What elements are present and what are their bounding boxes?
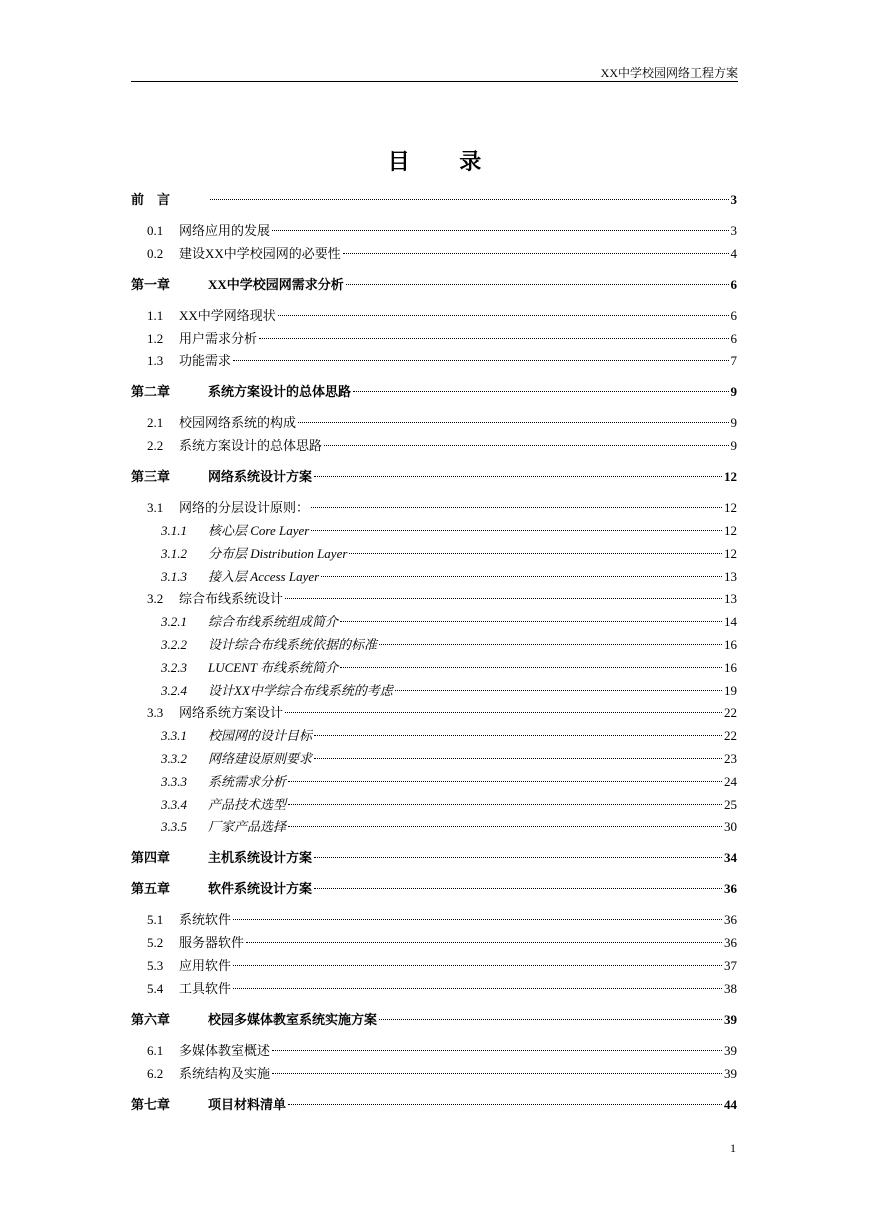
toc-dot-leader xyxy=(246,942,722,943)
toc-entry-page: 16 xyxy=(724,659,737,675)
toc-entry-number: 第七章 xyxy=(131,1096,171,1112)
toc-entry[interactable] xyxy=(131,703,737,723)
toc-entry-number: 3.3.2 xyxy=(161,751,187,766)
toc-entry-number: 3.3.4 xyxy=(161,796,187,812)
toc-entry-number: 第三章 xyxy=(131,469,171,485)
toc-entry-page: 36 xyxy=(724,912,737,928)
toc-entry-title: 综合布线系统设计 xyxy=(179,591,284,607)
toc-entry-title: 分布层 Distribution Layer xyxy=(208,545,348,561)
toc-entry-number: 1.1 xyxy=(147,307,164,323)
toc-entry-title: 网络的分层设计原则： xyxy=(179,500,310,516)
toc-dot-leader xyxy=(272,1050,722,1051)
toc-entry-title: 系统软件 xyxy=(179,912,232,928)
toc-entry-title: LUCENT 布线系统简介 xyxy=(208,659,339,675)
toc-entry[interactable] xyxy=(131,589,737,609)
toc-entry-title: 设计XX中学综合布线系统的考虑 xyxy=(208,682,393,698)
toc-entry-title: 系统需求分析 xyxy=(208,773,287,789)
toc-dot-leader xyxy=(346,284,729,285)
toc-entry-number: 1.3 xyxy=(147,353,164,369)
toc-entry-title: 产品技术选型 xyxy=(208,796,287,812)
toc-entry[interactable] xyxy=(131,879,737,899)
toc-entry-title: 项目材料清单 xyxy=(208,1096,287,1112)
toc-dot-leader xyxy=(311,530,722,531)
toc-entry-title: 功能需求 xyxy=(179,353,232,369)
toc-entry-title: 系统方案设计的总体思路 xyxy=(208,384,352,400)
toc-entry-number: 0.2 xyxy=(147,245,164,261)
toc-entry-page: 16 xyxy=(724,637,737,652)
toc-entry-number: 3.3.3 xyxy=(161,773,187,789)
toc-entry[interactable] xyxy=(131,521,737,541)
toc-entry-number: 3.2.3 xyxy=(161,659,187,675)
toc-entry-title: 应用软件 xyxy=(179,958,232,973)
toc-entry-number: 2.1 xyxy=(147,415,164,431)
toc-entry-page: 38 xyxy=(724,980,737,996)
toc-entry-title: 网络系统方案设计 xyxy=(179,705,284,721)
toc-entry-number: 6.2 xyxy=(147,1065,164,1081)
toc-entry-number: 3.3.1 xyxy=(161,728,187,744)
toc-entry[interactable] xyxy=(131,467,737,487)
toc-entry-page: 6 xyxy=(730,276,737,292)
toc-entry-number: 前 言 xyxy=(131,192,171,207)
toc-entry-page: 6 xyxy=(730,307,737,323)
header-title: XX中学校园网络工程方案 xyxy=(600,66,738,80)
toc-entry-page: 9 xyxy=(730,415,737,431)
toc-entry-number: 0.1 xyxy=(147,223,164,238)
toc-dot-leader xyxy=(314,888,722,889)
toc-entry-number: 第一章 xyxy=(131,276,171,292)
toc-entry-number: 3.3.5 xyxy=(161,819,187,835)
toc-dot-leader xyxy=(233,360,728,361)
toc-entry-page: 3 xyxy=(730,223,737,238)
toc-entry-number: 3.2 xyxy=(147,591,164,607)
toc-dot-leader xyxy=(379,1019,722,1020)
toc-entry-title: 接入层 Access Layer xyxy=(208,568,320,584)
toc-entry-title: 厂家产品选择 xyxy=(208,819,287,835)
toc-dot-leader xyxy=(311,507,722,508)
toc-entry-number: 5.2 xyxy=(147,935,164,951)
toc-entry[interactable] xyxy=(131,351,737,371)
toc-dot-leader xyxy=(298,422,728,423)
toc-entry-number: 3.1 xyxy=(147,500,164,516)
toc-entry-number: 5.4 xyxy=(147,980,164,996)
toc-entry-number: 3.2.2 xyxy=(161,637,187,652)
toc-entry-page: 9 xyxy=(730,384,737,400)
toc-entry[interactable] xyxy=(131,772,737,792)
toc-entry-title: 用户需求分析 xyxy=(179,330,258,346)
footer-page-number: 1 xyxy=(730,1141,736,1155)
toc-entry-page: 39 xyxy=(724,1042,737,1058)
toc-entry-page: 39 xyxy=(724,1011,737,1027)
toc-entry-number: 5.1 xyxy=(147,912,164,928)
toc-entry-page: 12 xyxy=(724,523,737,538)
toc-entry[interactable] xyxy=(131,1095,737,1115)
toc-dot-leader xyxy=(272,1073,722,1074)
toc-entry[interactable] xyxy=(131,567,737,587)
toc-entry[interactable] xyxy=(131,933,737,953)
toc-entry-title: 建设XX中学校园网的必要性 xyxy=(179,245,341,261)
toc-entry-number: 第四章 xyxy=(131,850,171,866)
toc-entry[interactable] xyxy=(131,817,737,837)
toc-entry-page: 14 xyxy=(724,614,737,630)
toc-entry-title: 校园多媒体教室系统实施方案 xyxy=(208,1011,378,1027)
toc-dot-leader xyxy=(288,781,722,782)
toc-entry[interactable] xyxy=(131,275,737,295)
toc-entry-number: 3.3 xyxy=(147,705,164,721)
toc-entry[interactable] xyxy=(131,726,737,746)
toc-entry-title: 多媒体教室概述 xyxy=(179,1042,271,1058)
toc-entry-page: 36 xyxy=(724,881,737,897)
toc-entry-page: 37 xyxy=(724,958,737,973)
toc-dot-leader xyxy=(379,644,722,645)
toc-entry[interactable] xyxy=(131,190,737,210)
toc-entry[interactable] xyxy=(131,382,737,402)
toc-entry[interactable] xyxy=(131,329,737,349)
toc-entry-number: 6.1 xyxy=(147,1042,164,1058)
toc-entry-title: 设计综合布线系统依据的标准 xyxy=(208,637,378,652)
toc-dot-leader xyxy=(314,857,722,858)
toc-entry-number: 3.2.4 xyxy=(161,682,187,698)
toc-dot-leader xyxy=(288,1104,722,1105)
toc-entry[interactable] xyxy=(131,544,737,564)
toc-dot-leader xyxy=(340,621,722,622)
toc-entry-number: 1.2 xyxy=(147,330,164,346)
toc-entry-page: 25 xyxy=(724,796,737,812)
toc-entry-title: 校园网络系统的构成 xyxy=(179,415,297,431)
toc-entry-number: 3.1.3 xyxy=(161,568,187,584)
toc-title: 目 录 xyxy=(387,149,504,174)
toc-entry-page: 12 xyxy=(724,545,737,561)
toc-dot-leader xyxy=(349,553,722,554)
toc-entry-page: 6 xyxy=(730,330,737,346)
toc-entry[interactable] xyxy=(131,244,737,264)
toc-entry-page: 19 xyxy=(724,682,737,698)
toc-entry[interactable] xyxy=(131,498,737,518)
toc-dot-leader xyxy=(210,199,729,200)
toc-entry-page: 13 xyxy=(724,591,737,607)
toc-entry-page: 3 xyxy=(730,192,737,207)
toc-entry[interactable] xyxy=(131,1064,737,1084)
toc-entry[interactable] xyxy=(131,1041,737,1061)
toc-dot-leader xyxy=(321,576,722,577)
toc-entry-number: 3.2.1 xyxy=(161,614,187,630)
toc-entry-title: 网络建设原则要求 xyxy=(208,751,313,766)
toc-dot-leader xyxy=(353,391,728,392)
toc-entry-page: 4 xyxy=(730,245,737,261)
toc-entry[interactable] xyxy=(131,681,737,701)
toc-entry-title: 软件系统设计方案 xyxy=(208,881,313,897)
toc-entry[interactable] xyxy=(131,436,737,456)
toc-entry[interactable] xyxy=(131,979,737,999)
toc-entry-title: 系统方案设计的总体思路 xyxy=(179,438,323,454)
toc-dot-leader xyxy=(285,712,722,713)
toc-entry-page: 36 xyxy=(724,935,737,951)
toc-entry-number: 5.3 xyxy=(147,958,164,973)
toc-entry-page: 44 xyxy=(724,1096,737,1112)
toc-dot-leader xyxy=(314,735,722,736)
toc-entry-number: 2.2 xyxy=(147,438,164,454)
toc-entry[interactable] xyxy=(131,848,737,868)
toc-dot-leader xyxy=(288,804,722,805)
toc-entry-page: 39 xyxy=(724,1065,737,1081)
toc-entry-page: 9 xyxy=(730,438,737,454)
toc-dot-leader xyxy=(314,758,722,759)
toc-entry-page: 22 xyxy=(724,728,737,744)
toc-entry-page: 34 xyxy=(724,850,737,866)
toc-entry-page: 12 xyxy=(724,469,737,485)
header-rule xyxy=(131,81,738,82)
toc-entry[interactable] xyxy=(131,221,737,241)
toc-entry-title: 核心层 Core Layer xyxy=(208,523,310,538)
toc-entry[interactable] xyxy=(131,910,737,930)
toc-entry-page: 7 xyxy=(730,353,737,369)
toc-entry[interactable] xyxy=(131,956,737,976)
toc-entry-page: 30 xyxy=(724,819,737,835)
toc-entry-number: 第二章 xyxy=(131,384,171,400)
toc-entry-number: 3.1.2 xyxy=(161,545,187,561)
toc-entry-title: 综合布线系统组成简介 xyxy=(208,614,339,630)
toc-entry-page: 23 xyxy=(724,751,737,766)
toc-entry-title: 系统结构及实施 xyxy=(179,1065,271,1081)
toc-dot-leader xyxy=(324,445,728,446)
toc-entry-title: 工具软件 xyxy=(179,980,232,996)
toc-entry-title: 服务器软件 xyxy=(179,935,245,951)
toc-dot-leader xyxy=(340,667,722,668)
toc-dot-leader xyxy=(259,338,728,339)
toc-dot-leader xyxy=(233,919,722,920)
toc-entry-title: 网络系统设计方案 xyxy=(208,469,313,485)
toc-entry[interactable] xyxy=(131,413,737,433)
toc-entry-number: 第六章 xyxy=(131,1011,171,1027)
toc-dot-leader xyxy=(233,988,722,989)
toc-dot-leader xyxy=(233,965,722,966)
toc-entry[interactable] xyxy=(131,635,737,655)
toc-entry[interactable] xyxy=(131,658,737,678)
toc-entry-page: 24 xyxy=(724,773,737,789)
toc-entry-page: 12 xyxy=(724,500,737,516)
toc-entry[interactable] xyxy=(131,749,737,769)
toc-dot-leader xyxy=(395,690,722,691)
toc-entry[interactable] xyxy=(131,1010,737,1030)
toc-entry-number: 3.1.1 xyxy=(161,523,187,538)
toc-entry[interactable] xyxy=(131,306,737,326)
toc-entry-title: XX中学网络现状 xyxy=(179,307,276,323)
toc-dot-leader xyxy=(272,230,728,231)
toc-entry-title: 网络应用的发展 xyxy=(179,223,271,238)
toc-entry-title: XX中学校园网需求分析 xyxy=(208,276,344,292)
toc-entry-page: 13 xyxy=(724,568,737,584)
toc-entry-title: 校园网的设计目标 xyxy=(208,728,313,744)
toc-entry[interactable] xyxy=(131,612,737,632)
toc-dot-leader xyxy=(285,598,722,599)
toc-entry-title: 主机系统设计方案 xyxy=(208,850,313,866)
toc-entry[interactable] xyxy=(131,795,737,815)
toc-entry-number: 第五章 xyxy=(131,881,171,897)
toc-dot-leader xyxy=(343,253,729,254)
toc-dot-leader xyxy=(314,476,722,477)
toc-dot-leader xyxy=(288,826,722,827)
toc-dot-leader xyxy=(278,315,729,316)
toc-entry-page: 22 xyxy=(724,705,737,721)
